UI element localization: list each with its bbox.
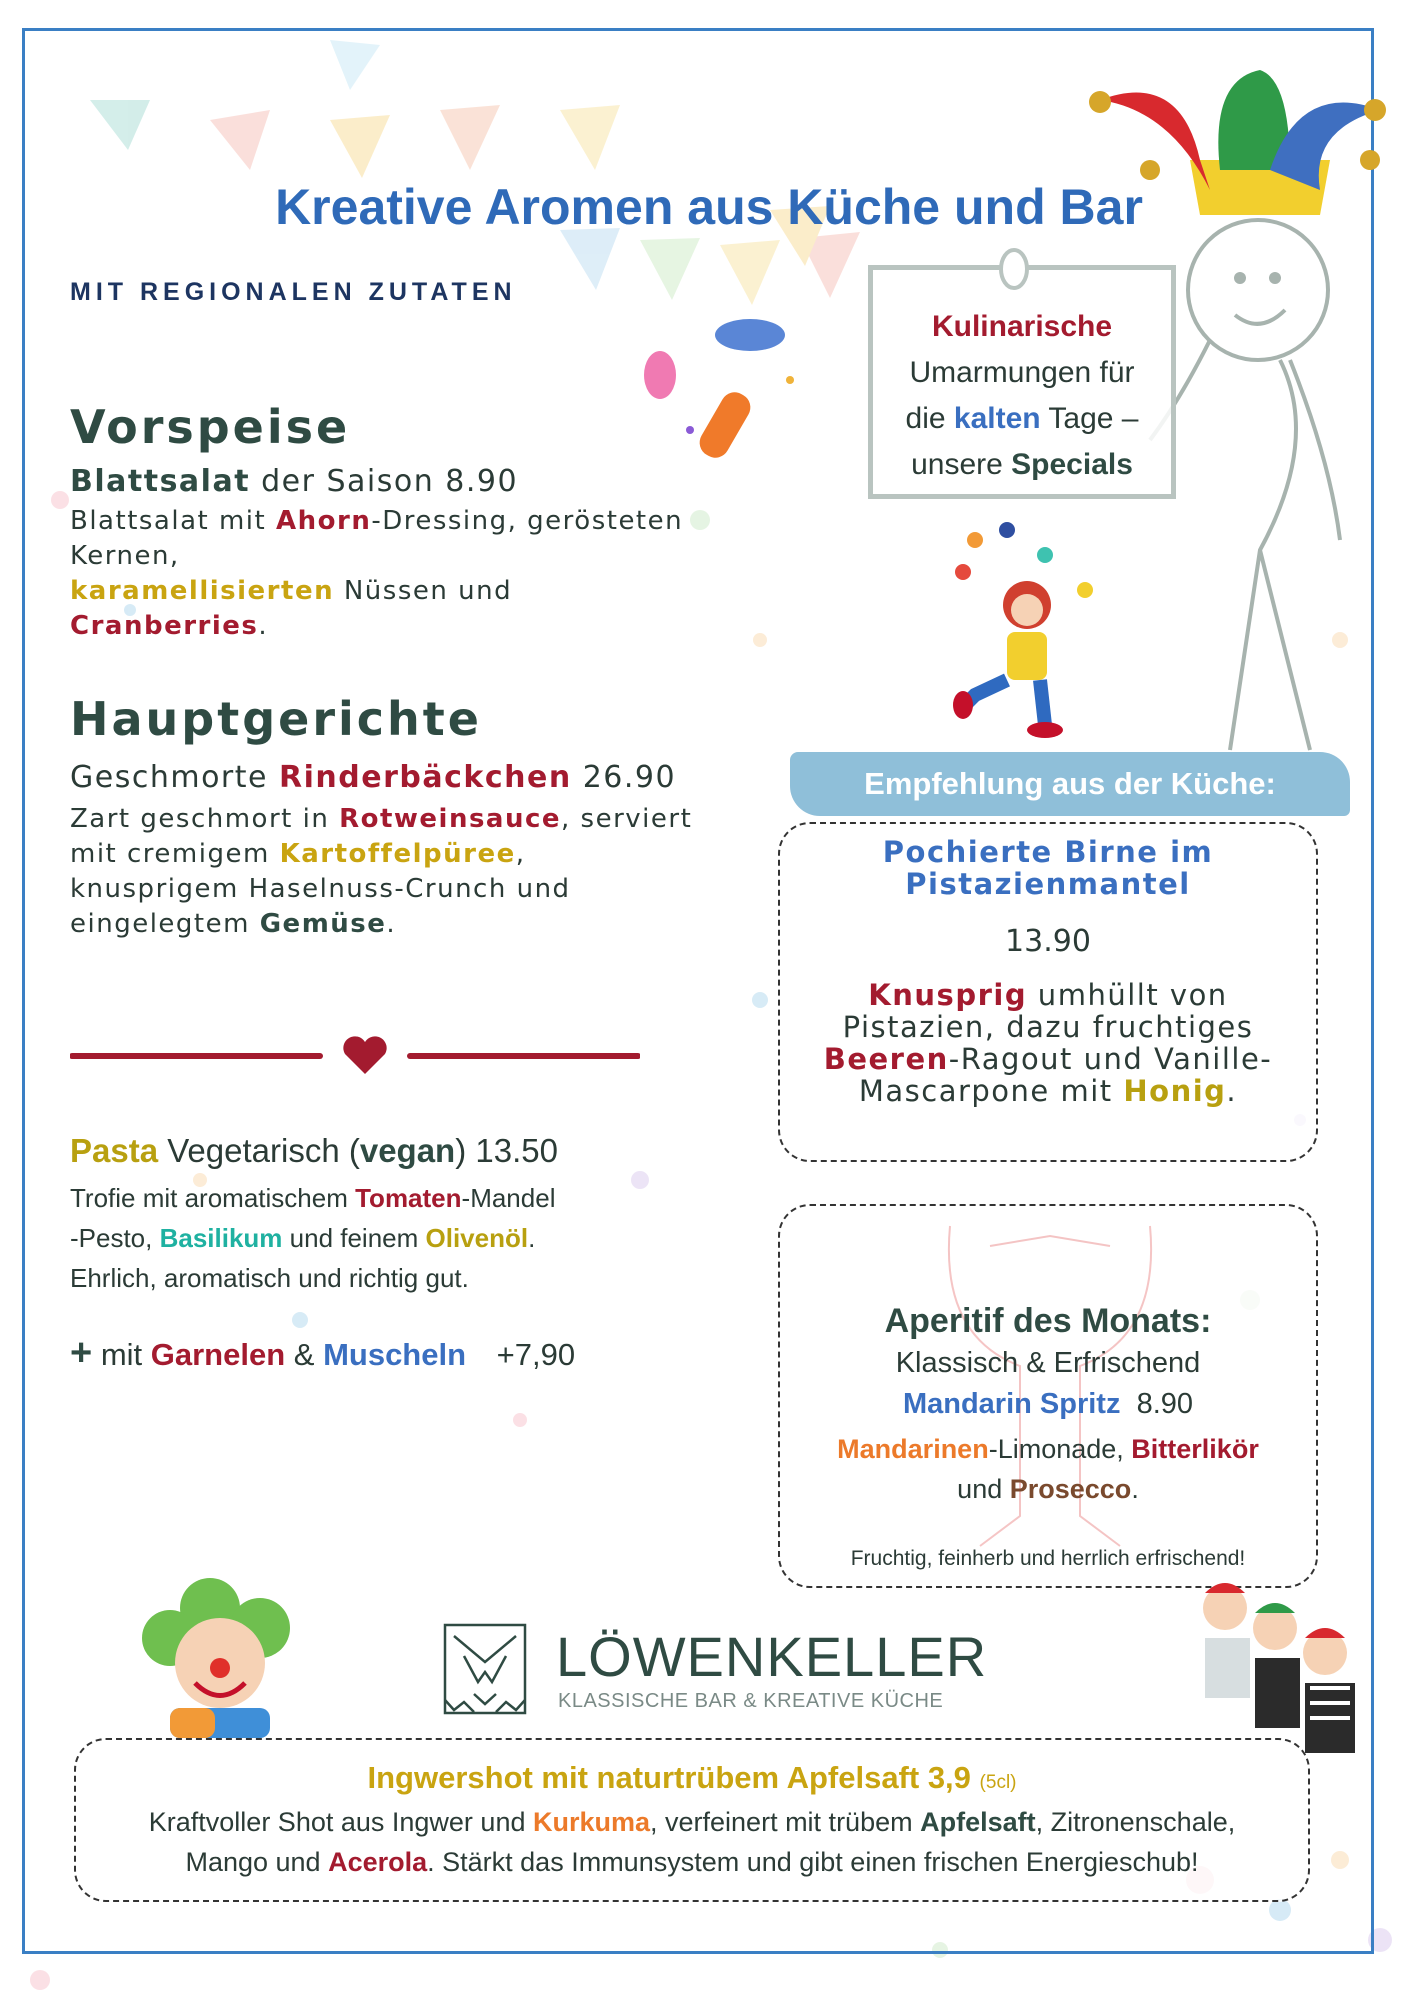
plus-icon: + bbox=[70, 1332, 93, 1374]
empfehlung-banner: Empfehlung aus der Küche: bbox=[790, 752, 1350, 816]
pasta-item-title: Pasta Vegetarisch (vegan) 13.50 bbox=[70, 1132, 558, 1169]
page-subtitle: MIT REGIONALEN ZUTATEN bbox=[70, 278, 517, 306]
ingwershot-description: Kraftvoller Shot aus Ingwer und Kurkuma, verfeinert mit trübem Apfelsaft, Zitronenschale, Mango und Acerola. Stärkt das Immunsystem und gibt einen frischen Energieschub! bbox=[148, 1807, 1236, 1877]
sign-hook-icon bbox=[996, 246, 1032, 292]
aperitif-box bbox=[778, 1204, 1318, 1588]
sign-line-2: Umarmungen für bbox=[909, 356, 1135, 389]
addon-price: +7,90 bbox=[496, 1337, 576, 1372]
heart-icon bbox=[343, 1036, 386, 1074]
page-title: Kreative Aromen aus Küche und Bar bbox=[275, 179, 1143, 235]
hauptgericht-description: Zart geschmort in Rotweinsauce, serviert mit cremigem Kartoffelpüree, knusprigem Haselnuss-Crunch und eingelegtem Gemüse. bbox=[70, 804, 693, 939]
hauptgericht-item-title: Geschmorte Rinderbäckchen 26.90 bbox=[70, 760, 677, 795]
ingwershot-box bbox=[74, 1738, 1310, 1902]
vorspeise-item-title: Blattsalat der Saison 8.90 bbox=[70, 464, 519, 499]
ingwershot-title: Ingwershot mit naturtrübem Apfelsaft 3,9 (5cl) bbox=[367, 1760, 1017, 1795]
birne-description: Knusprig umhüllt von Pistazien, dazu fruchtiges Beeren-Ragout und Vanille- Mascarpone mit Honig. bbox=[823, 978, 1273, 1108]
birne-title: Pochierte Birne im Pistazienmantel bbox=[882, 835, 1214, 901]
aperitif-subheading: Klassisch & Erfrischend bbox=[895, 1347, 1201, 1379]
heart-divider bbox=[70, 1030, 640, 1080]
clown-face-illustration bbox=[140, 1568, 320, 1738]
empfehlung-box bbox=[778, 822, 1318, 1162]
sign-line-3: die kalten Tage – bbox=[905, 402, 1139, 435]
pasta-addon: + mit Garnelen & Muscheln +7,90 bbox=[70, 1332, 576, 1374]
logo-wordmark: LÖWENKELLER bbox=[556, 1625, 988, 1688]
vorspeise-heading: Vorspeise bbox=[70, 400, 351, 454]
sign-line-1: Kulinarische bbox=[931, 310, 1113, 343]
aperitif-tagline: Fruchtig, feinherb und herrlich erfrischend! bbox=[850, 1547, 1246, 1570]
birne-price: 13.90 bbox=[1005, 924, 1091, 959]
vorspeise-description: Blattsalat mit Ahorn-Dressing, gerösteten Kernen, karamellisierten Nüssen und Cranberries. bbox=[70, 506, 684, 641]
lion-logo-icon bbox=[442, 1622, 528, 1716]
juggling-clown-illustration bbox=[945, 520, 1095, 740]
hauptgerichte-heading: Hauptgerichte bbox=[70, 692, 482, 746]
candy-illustration bbox=[630, 300, 830, 500]
ingwershot-size: (5cl) bbox=[979, 1772, 1017, 1793]
specials-sign bbox=[868, 265, 1176, 499]
sign-line-4: unsere Specials bbox=[911, 448, 1133, 481]
pasta-description: Trofie mit aromatischem Tomaten-Mandel -Pesto, Basilikum und feinem Olivenöl. Ehrlich, aromatisch und richtig gut. bbox=[70, 1183, 556, 1293]
logo-tagline: KLASSISCHE BAR & KREATIVE KÜCHE bbox=[558, 1690, 944, 1712]
aperitif-description: Mandarinen-Limonade, Bitterlikör und Prosecco. bbox=[837, 1434, 1259, 1504]
aperitif-drink: Mandarin Spritz 8.90 bbox=[902, 1388, 1194, 1420]
aperitif-heading: Aperitif des Monats: bbox=[884, 1302, 1212, 1340]
